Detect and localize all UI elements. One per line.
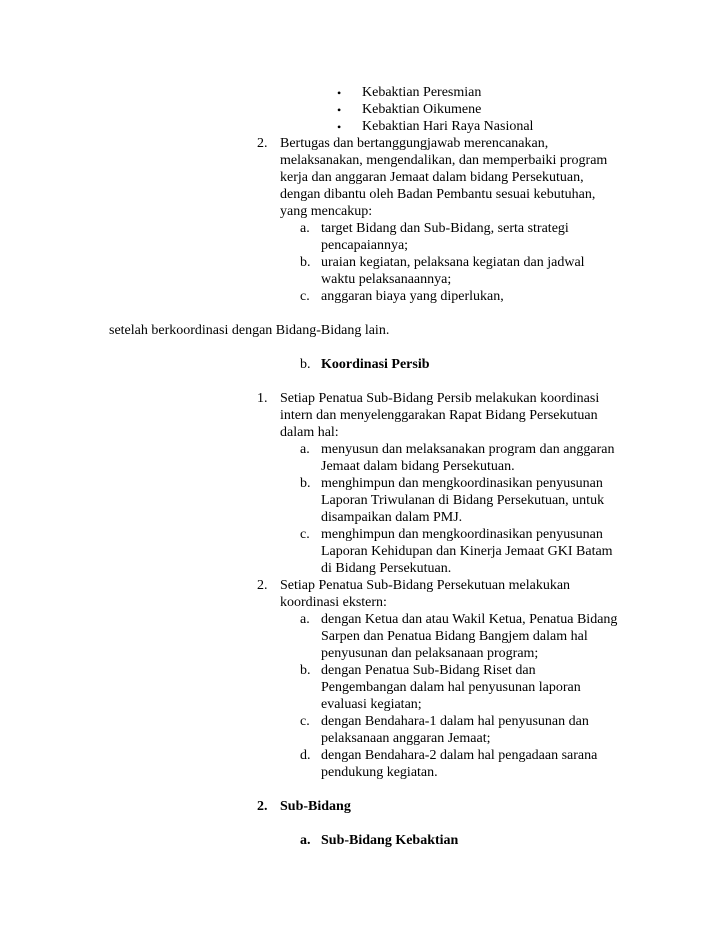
sub-item-text: di Bidang Persekutuan.	[321, 561, 452, 576]
sub-letter: b.	[300, 255, 311, 270]
bullet-glyph: •	[337, 86, 342, 100]
sub-letter: c.	[300, 527, 310, 542]
paragraph-text: setelah berkoordinasi dengan Bidang-Bidang lain.	[109, 323, 390, 338]
list-item-text: melaksanakan, mengendalikan, dan memperbaiki program	[280, 153, 608, 168]
section-number: 2.	[257, 799, 268, 814]
bullet-glyph: •	[337, 103, 342, 117]
list-item-text: kerja dan anggaran Jemaat dalam bidang Persekutuan,	[280, 170, 584, 185]
sub-item-text: uraian kegiatan, pelaksana kegiatan dan jadwal	[321, 255, 585, 270]
bullet-glyph: •	[337, 120, 342, 134]
list-item-text: Setiap Penatua Sub-Bidang Persekutuan melakukan	[280, 578, 571, 593]
list-item-text: koordinasi ekstern:	[280, 595, 387, 610]
sub-letter: c.	[300, 289, 310, 304]
list-number: 1.	[257, 391, 268, 406]
sub-item-text: menyusun dan melaksanakan program dan anggaran	[321, 442, 615, 457]
sub-letter: d.	[300, 748, 311, 763]
sub-letter: a.	[300, 442, 310, 457]
list-number: 2.	[257, 578, 268, 593]
sub-item-text: dengan Penatua Sub-Bidang Riset dan	[321, 663, 536, 678]
sub-item-text: pendukung kegiatan.	[321, 765, 438, 780]
bullet-item: Kebaktian Hari Raya Nasional	[362, 119, 534, 134]
sub-item-text: dengan Bendahara-1 dalam hal penyusunan dan	[321, 714, 589, 729]
section-heading: Sub-Bidang	[280, 799, 351, 814]
section-heading: Sub-Bidang Kebaktian	[321, 833, 459, 848]
sub-item-text: waktu pelaksanaannya;	[321, 272, 452, 287]
list-item-text: dalam hal:	[280, 425, 339, 440]
sub-letter: c.	[300, 714, 310, 729]
section-letter: b.	[300, 357, 311, 372]
sub-item-text: anggaran biaya yang diperlukan,	[321, 289, 504, 304]
sub-letter: b.	[300, 663, 311, 678]
list-item-text: Setiap Penatua Sub-Bidang Persib melakukan koordinasi	[280, 391, 600, 406]
sub-item-text: target Bidang dan Sub-Bidang, serta strategi	[321, 221, 569, 236]
sub-item-text: dengan Bendahara-2 dalam hal pengadaan sarana	[321, 748, 598, 763]
sub-item-text: menghimpun dan mengkoordinasikan penyusunan	[321, 527, 603, 542]
sub-item-text: pelaksanaan anggaran Jemaat;	[321, 731, 491, 746]
sub-letter: b.	[300, 476, 311, 491]
list-number: 2.	[257, 136, 268, 151]
sub-item-text: menghimpun dan mengkoordinasikan penyusunan	[321, 476, 603, 491]
sub-item-text: evaluasi kegiatan;	[321, 697, 422, 712]
bullet-item: Kebaktian Oikumene	[362, 102, 482, 117]
sub-letter: a.	[300, 612, 310, 627]
sub-letter: a.	[300, 221, 310, 236]
sub-item-text: disampaikan dalam PMJ.	[321, 510, 463, 525]
bullet-item: Kebaktian Peresmian	[362, 85, 482, 100]
section-heading: Koordinasi Persib	[321, 357, 430, 372]
section-letter: a.	[300, 833, 311, 848]
sub-item-text: penyusunan dan pelaksanaan program;	[321, 646, 539, 661]
sub-item-text: Pengembangan dalam hal penyusunan laporan	[321, 680, 581, 695]
sub-item-text: Sarpen dan Penatua Bidang Bangjem dalam hal	[321, 629, 588, 644]
list-item-text: dengan dibantu oleh Badan Pembantu sesuai kebutuhan,	[280, 187, 596, 202]
list-item-text: yang mencakup:	[280, 204, 373, 219]
sub-item-text: Laporan Triwulanan di Bidang Persekutuan, untuk	[321, 493, 605, 508]
sub-item-text: Jemaat dalam bidang Persekutuan.	[321, 459, 515, 474]
sub-item-text: pencapaiannya;	[321, 238, 409, 253]
sub-item-text: Laporan Kehidupan dan Kinerja Jemaat GKI Batam	[321, 544, 613, 559]
list-item-text: intern dan menyelenggarakan Rapat Bidang Persekutuan	[280, 408, 598, 423]
sub-item-text: dengan Ketua dan atau Wakil Ketua, Penatua Bidang	[321, 612, 618, 627]
list-item-text: Bertugas dan bertanggungjawab merencanakan,	[280, 136, 549, 151]
